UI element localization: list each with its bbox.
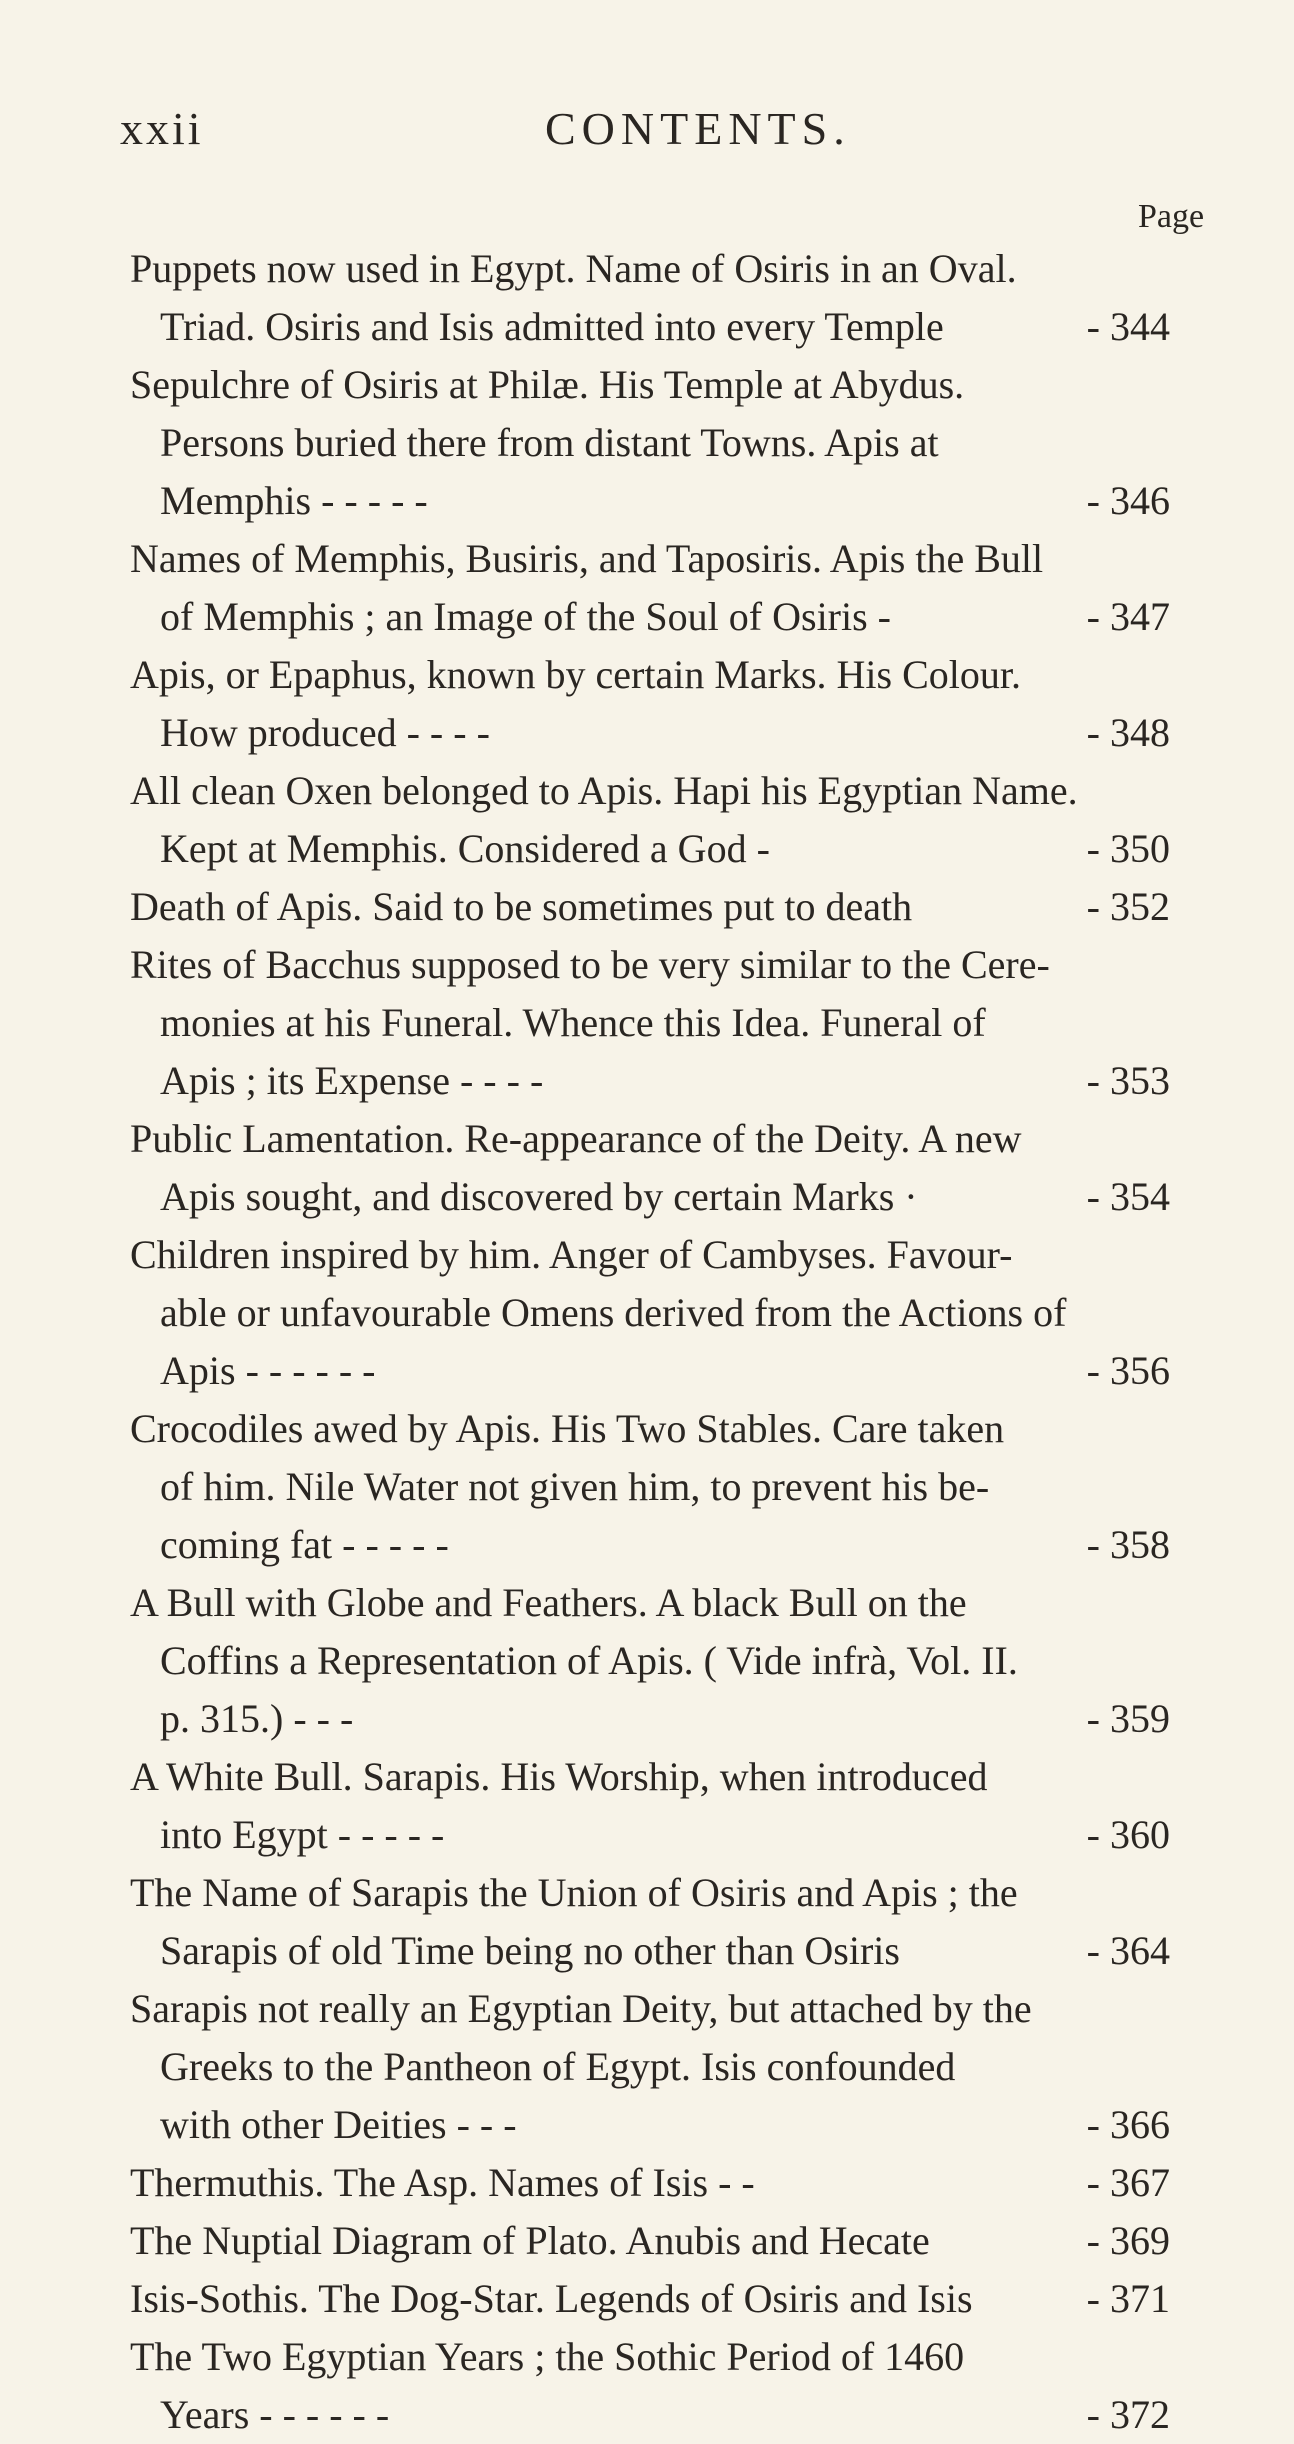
contents-line bbox=[130, 1922, 1170, 1980]
contents-line-text: The Name of Sarapis the Union of Osiris and Apis ; the bbox=[130, 1870, 1018, 1915]
contents-line bbox=[130, 994, 1170, 1052]
contents-line bbox=[130, 2386, 1170, 2444]
contents-line bbox=[130, 1748, 1170, 1806]
contents-line-text: The Two Egyptian Years ; the Sothic Period of 1460 bbox=[130, 2334, 965, 2379]
contents-line-text: The Nuptial Diagram of Plato. Anubis and Hecate bbox=[130, 2218, 930, 2263]
contents-line-text: Apis - - - - - - bbox=[160, 1348, 376, 1393]
page-reference: - 353 bbox=[1086, 1058, 1170, 1103]
contents-line-text: Sarapis of old Time being no other than Osiris bbox=[160, 1928, 900, 1973]
page-reference: - 372 bbox=[1086, 2392, 1170, 2437]
contents-line bbox=[130, 1632, 1170, 1690]
contents-line bbox=[130, 1400, 1170, 1458]
contents-line bbox=[130, 530, 1170, 588]
contents-line bbox=[130, 1864, 1170, 1922]
contents-line-text: Public Lamentation. Re-appearance of the Deity. A new bbox=[130, 1116, 1022, 1161]
contents-line-text: Memphis - - - - - bbox=[160, 478, 428, 523]
contents-line bbox=[130, 2270, 1170, 2328]
contents-line bbox=[130, 298, 1170, 356]
contents-line bbox=[130, 1342, 1170, 1400]
contents-line-text: Death of Apis. Said to be sometimes put to death bbox=[130, 884, 913, 929]
page-reference: - 352 bbox=[1086, 884, 1170, 929]
contents-line bbox=[130, 414, 1170, 472]
contents-line bbox=[130, 2328, 1170, 2386]
contents-line bbox=[130, 356, 1170, 414]
page-reference: - 366 bbox=[1086, 2102, 1170, 2147]
contents-line bbox=[130, 1574, 1170, 1632]
contents-line-text: with other Deities - - - bbox=[160, 2102, 517, 2147]
contents-line-text: Rites of Bacchus supposed to be very similar to the Cere- bbox=[130, 942, 1050, 987]
contents-line bbox=[130, 1980, 1170, 2038]
contents-line-text: Crocodiles awed by Apis. His Two Stables. Care taken bbox=[130, 1406, 1005, 1451]
contents-line bbox=[130, 1458, 1170, 1516]
contents-list bbox=[130, 240, 1170, 2444]
page-reference: - 344 bbox=[1086, 304, 1170, 349]
contents-line bbox=[130, 1168, 1170, 1226]
page-reference: - 350 bbox=[1086, 826, 1170, 871]
contents-line bbox=[130, 646, 1170, 704]
page-column-label: Page bbox=[1138, 198, 1205, 235]
contents-line bbox=[130, 936, 1170, 994]
contents-line-text: A White Bull. Sarapis. His Worship, when introduced bbox=[130, 1754, 988, 1799]
contents-line bbox=[130, 2096, 1170, 2154]
contents-line bbox=[130, 472, 1170, 530]
page-reference: - 359 bbox=[1086, 1696, 1170, 1741]
contents-line bbox=[130, 2154, 1170, 2212]
contents-line-text: into Egypt - - - - - bbox=[160, 1812, 445, 1857]
page-reference: - 360 bbox=[1086, 1812, 1170, 1857]
page-reference: - 369 bbox=[1086, 2218, 1170, 2263]
page-reference: - 346 bbox=[1086, 478, 1170, 523]
page-reference: - 354 bbox=[1086, 1174, 1170, 1219]
contents-line bbox=[130, 240, 1170, 298]
page-reference: - 348 bbox=[1086, 710, 1170, 755]
contents-line bbox=[130, 820, 1170, 878]
contents-line-text: Sepulchre of Osiris at Philæ. His Temple at Abydus. bbox=[130, 362, 965, 407]
contents-line bbox=[130, 1284, 1170, 1342]
contents-line bbox=[130, 2038, 1170, 2096]
contents-line bbox=[130, 1226, 1170, 1284]
contents-line bbox=[130, 1516, 1170, 1574]
page-reference: - 364 bbox=[1086, 1928, 1170, 1973]
contents-line bbox=[130, 762, 1170, 820]
contents-line-text: p. 315.) - - - bbox=[160, 1696, 354, 1741]
page-reference: - 347 bbox=[1086, 594, 1170, 639]
contents-line-text: Kept at Memphis. Considered a God - bbox=[160, 826, 770, 871]
contents-line-text: able or unfavourable Omens derived from the Actions of bbox=[160, 1290, 1067, 1335]
page-reference: - 367 bbox=[1086, 2160, 1170, 2205]
page-reference: - 371 bbox=[1086, 2276, 1170, 2321]
contents-line bbox=[130, 1806, 1170, 1864]
contents-line-text: Triad. Osiris and Isis admitted into every Temple bbox=[160, 304, 944, 349]
contents-line-text: Apis sought, and discovered by certain Marks · bbox=[160, 1174, 918, 1219]
page-header bbox=[0, 102, 1294, 162]
contents-line-text: Persons buried there from distant Towns. Apis at bbox=[160, 420, 939, 465]
contents-line-text: Puppets now used in Egypt. Name of Osiris in an Oval. bbox=[130, 246, 1017, 291]
contents-line bbox=[130, 1110, 1170, 1168]
contents-line-text: Years - - - - - - bbox=[160, 2392, 390, 2437]
contents-line-text: Isis-Sothis. The Dog-Star. Legends of Osiris and Isis bbox=[130, 2276, 973, 2321]
contents-line bbox=[130, 878, 1170, 936]
contents-line-text: Coffins a Representation of Apis. ( Vide infrà, Vol. II. bbox=[160, 1638, 1018, 1683]
contents-line-text: Apis, or Epaphus, known by certain Marks. His Colour. bbox=[130, 652, 1022, 697]
contents-line-text: of him. Nile Water not given him, to prevent his be- bbox=[160, 1464, 990, 1509]
contents-line bbox=[130, 1052, 1170, 1110]
contents-line bbox=[130, 1690, 1170, 1748]
contents-line bbox=[130, 588, 1170, 646]
page-number: xxii bbox=[120, 103, 204, 154]
contents-line bbox=[130, 704, 1170, 762]
contents-line-text: Apis ; its Expense - - - - bbox=[160, 1058, 544, 1103]
contents-line-text: of Memphis ; an Image of the Soul of Osiris - bbox=[160, 594, 891, 639]
contents-line-text: All clean Oxen belonged to Apis. Hapi his Egyptian Name. bbox=[130, 768, 1078, 813]
running-title: CONTENTS. bbox=[545, 103, 851, 154]
contents-line-text: Thermuthis. The Asp. Names of Isis - - bbox=[130, 2160, 755, 2205]
contents-line-text: Greeks to the Pantheon of Egypt. Isis confounded bbox=[160, 2044, 956, 2089]
contents-line-text: monies at his Funeral. Whence this Idea. Funeral of bbox=[160, 1000, 986, 1045]
contents-line-text: How produced - - - - bbox=[160, 710, 490, 755]
contents-line-text: Sarapis not really an Egyptian Deity, but attached by the bbox=[130, 1986, 1032, 2031]
page-reference: - 358 bbox=[1086, 1522, 1170, 1567]
contents-line bbox=[130, 2212, 1170, 2270]
contents-line-text: Names of Memphis, Busiris, and Taposiris. Apis the Bull bbox=[130, 536, 1044, 581]
contents-line-text: Children inspired by him. Anger of Cambyses. Favour- bbox=[130, 1232, 1013, 1277]
page-reference: - 356 bbox=[1086, 1348, 1170, 1393]
contents-line-text: coming fat - - - - - bbox=[160, 1522, 449, 1567]
contents-line-text: A Bull with Globe and Feathers. A black Bull on the bbox=[130, 1580, 967, 1625]
